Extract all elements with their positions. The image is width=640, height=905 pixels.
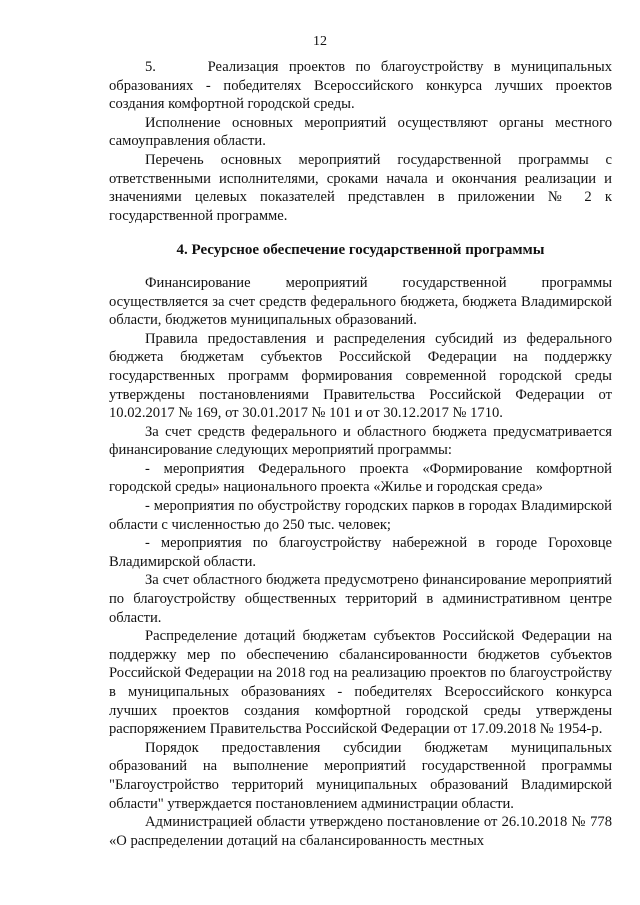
paragraph-financing: Финансирование мероприятий государственной программы осуществляется за счет средств федерального бюджета, бюджета Владимирской области, бюджетов муниципальных образований. — [109, 274, 612, 329]
page-number: 12 — [313, 34, 327, 49]
list-item-comfortable-environment: - мероприятия Федерального проекта «Формирование комфортной городской среды» национального проекта «Жилье и городская среда» — [109, 460, 612, 496]
paragraph-executors: Исполнение основных мероприятий осуществляют органы местного самоуправления области. — [109, 114, 612, 150]
paragraph-resolution: Администрацией области утверждено постановление от 26.10.2018 № 778 «О распределении дотаций на сбалансированность местных — [109, 814, 612, 849]
list-item-embankment: - мероприятия по благоустройству набережной в городе Гороховце Владимирской области. — [109, 535, 612, 570]
document-body — [109, 58, 612, 850]
paragraph-subsidy-rules: Правила предоставления и распределения субсидий из федерального бюджета бюджетам субъектов Российской Федерации на поддержку государственных программ формирования современной городской среды утверждены постановлениями Правительства Российской Федерации от 10.02.2017 № 169, от 30.01.2017 № 101 и от 30.12.2017 № 1710. — [109, 330, 612, 422]
paragraph-item-5: 5. Реализация проектов по благоустройству в муниципальных образованиях - победителях Всероссийского конкурса лучших проектов создания комфортной городской среды. — [109, 59, 612, 113]
paragraph-regional-budget: За счет областного бюджета предусмотрено финансирование мероприятий по благоустройству общественных территорий в административном центре области. — [109, 572, 612, 626]
paragraph-grants-distribution: Распределение дотаций бюджетам субъектов Российской Федерации на поддержку мер по обеспечению сбалансированности бюджетов субъектов Российской Федерации на 2018 год на реализацию проектов по благоустройству в муниципальных образованиях - победителях Всероссийского конкурса лучших проектов создания комфортной городской среды утверждены распоряжением Правительства Российской Федерации от 17.09.2018 № 1954-р. — [109, 628, 612, 738]
paragraph-activities-list: Перечень основных мероприятий государственной программы с ответственными исполнителями, сроками начала и окончания реализации и значениями целевых показателей представлен в приложении № 2 к государственной программе. — [109, 151, 612, 224]
section-heading: 4. Ресурсное обеспечение государственной программы — [176, 242, 545, 259]
list-item-city-parks: - мероприятия по обустройству городских парков в городах Владимирской области с численностью до 250 тыс. человек; — [109, 498, 612, 533]
paragraph-federal-regional-funding: За счет средств федерального и областного бюджета предусматривается финансирование следующих мероприятий программы: — [109, 423, 612, 459]
paragraph-subsidy-procedure: Порядок предоставления субсидии бюджетам муниципальных образований на выполнение мероприятий государственной программы "Благоустройство территорий муниципальных образований Владимирской области" утверждается постановлением администрации области. — [109, 739, 612, 812]
